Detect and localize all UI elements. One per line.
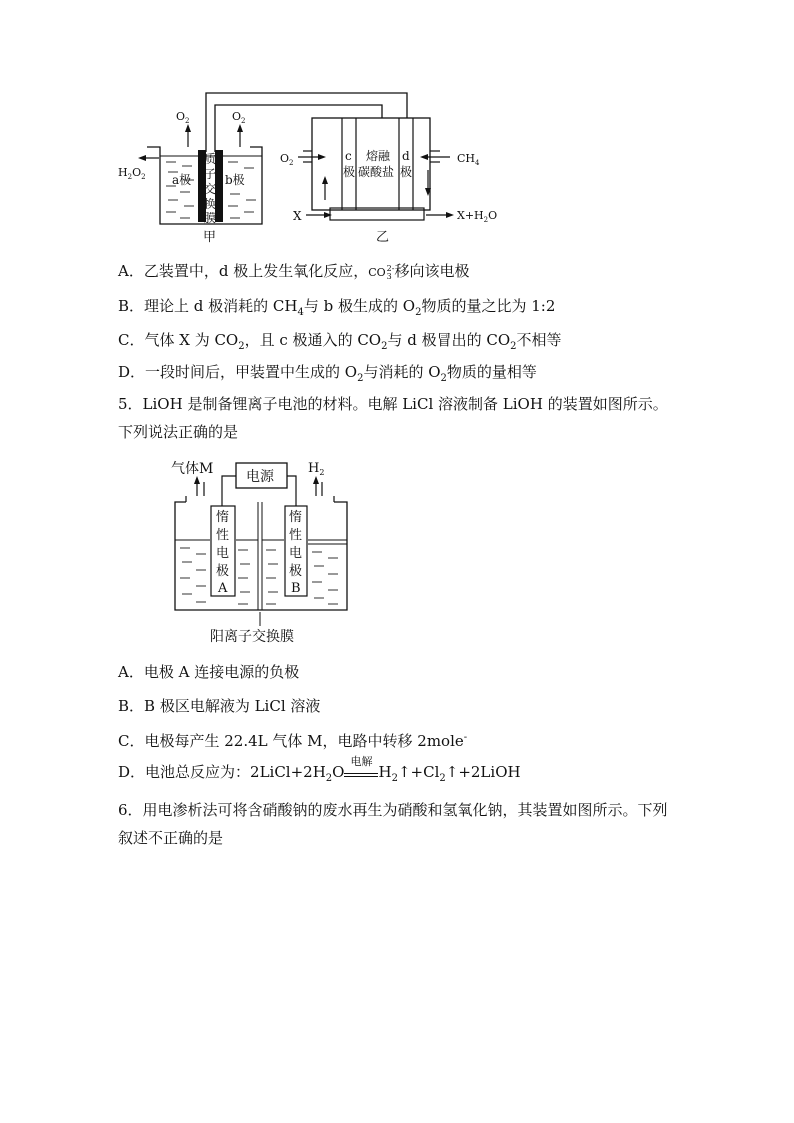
q4-option-c: C．气体 X 为 $CO_2$，且 c 极通入的 $CO_2$与 d 极冒出的 $CO_2$不相等 (118, 331, 562, 352)
diagram-electrolysis-licl (0, 450, 794, 650)
q6-stem: 6．用电渗析法可将含硝酸钠的废水再生为硝酸和氢氧化钠，其装置如图所示。下列叙述不正确的是 (118, 801, 668, 847)
q5-option-b: B．B 极区电解液为 LiCl 溶液 (118, 697, 321, 715)
gas-m-label: 气体M (171, 461, 214, 477)
svg-text:惰: 惰 (216, 510, 230, 525)
svg-text:极: 极 (400, 165, 413, 179)
proton-membrane-label (204, 151, 216, 225)
diagram-cells-jia-yi (0, 0, 794, 250)
svg-text:子: 子 (204, 167, 217, 181)
q5-option-d: D．电池总反应为：$2LiCl+2H_2O$ 电解 $H_2↑+Cl_2↑+2LiOH$ (118, 755, 521, 784)
x-inlet-label: X (293, 209, 302, 223)
a-electrode-label: a极 (172, 173, 192, 187)
molten-carbonate-label (358, 148, 394, 179)
svg-text:交: 交 (204, 182, 217, 196)
q4-option-b: B．理论上 d 极消耗的 $CH_4$与 b 极生成的 $O_2$物质的量之比为 1:2 (118, 297, 556, 318)
o2-label-left: $O_2$ (176, 110, 190, 125)
power-source-label: 电源 (246, 469, 274, 485)
q4-option-a: A．乙装置中，d 极上发生氧化反应，CO2- 3 移向该电极 (118, 262, 470, 281)
q5-option-a: A．电极 A 连接电源的负极 (118, 663, 300, 681)
x-h2o-outlet-label: $X+H_2O$ (457, 209, 498, 224)
svg-text:电: 电 (289, 546, 303, 561)
svg-text:d: d (402, 149, 410, 163)
svg-text:极: 极 (343, 165, 356, 179)
svg-text:电: 电 (216, 546, 230, 561)
yi-label: 乙 (376, 230, 390, 245)
q5-option-c: C．电极每产生 22.4L 气体 M，电路中转移 2mole- (118, 732, 468, 750)
electrolysis-condition: 电解 (344, 766, 378, 777)
jia-label: 甲 (203, 230, 217, 245)
h2o2-label: $H_2O_2$ (118, 166, 146, 181)
q4-option-d: D．一段时间后，甲装置中生成的 $O_2$与消耗的 $O_2$物质的量相等 (118, 363, 537, 384)
cation-membrane-label: 阳离子交换膜 (210, 629, 294, 645)
o2-label-right: $O_2$ (232, 110, 246, 125)
svg-text:碳酸盐: 碳酸盐 (358, 165, 395, 179)
svg-text:极: 极 (289, 564, 303, 579)
d-electrode-label (400, 149, 412, 179)
svg-text:膜: 膜 (204, 211, 217, 225)
svg-text:极: 极 (216, 564, 230, 579)
svg-text:性: 性 (216, 528, 230, 543)
svg-text:B: B (291, 581, 301, 596)
o2-inlet-label: $O_2$ (280, 152, 294, 167)
c-electrode-label (343, 149, 355, 179)
electrode-a-label (216, 509, 229, 596)
h2-label: $H_2$ (308, 461, 325, 477)
svg-text:熔融: 熔融 (366, 149, 391, 163)
svg-text:质: 质 (204, 152, 217, 166)
svg-text:换: 换 (204, 197, 217, 211)
solution-hatching-electrolysis (180, 548, 338, 604)
svg-text:惰: 惰 (289, 510, 303, 525)
svg-text:A: A (218, 581, 228, 596)
electrode-b (215, 150, 223, 222)
b-electrode-label: b极 (225, 173, 245, 187)
q5-stem: 5．LiOH 是制备锂离子电池的材料。电解 LiCl 溶液制备 LiOH 的装置如图所示。下列说法正确的是 (118, 395, 668, 441)
svg-text:c: c (345, 149, 352, 163)
ch4-inlet-label: $CH_4$ (457, 152, 480, 167)
electrode-b-label (289, 509, 302, 596)
svg-text:性: 性 (289, 528, 303, 543)
